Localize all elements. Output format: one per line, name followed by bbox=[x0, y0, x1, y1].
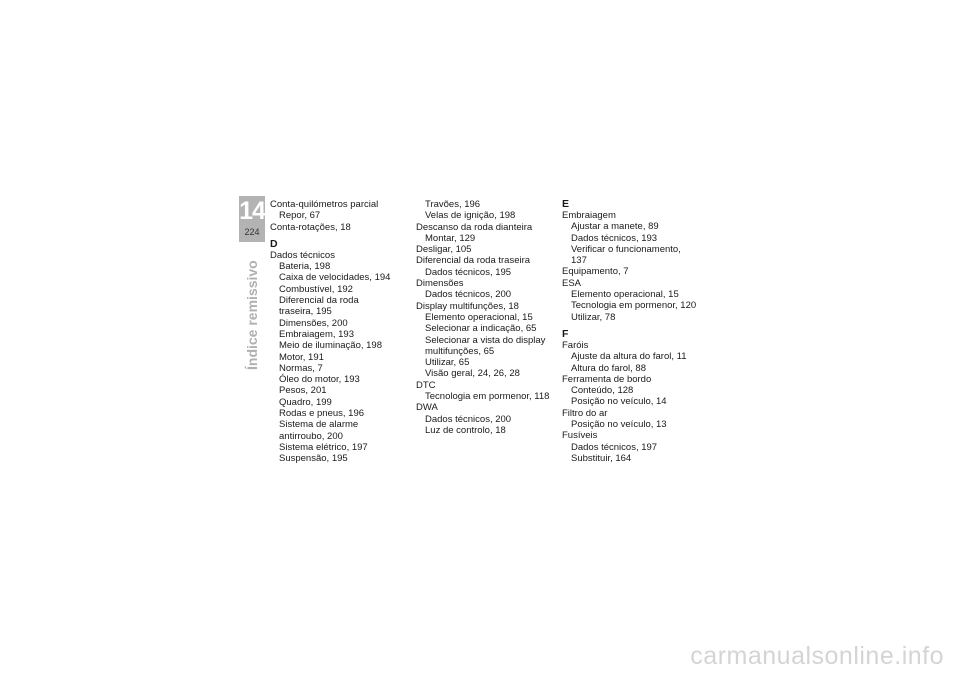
index-subentry: Tecnologia em pormenor, 120 bbox=[571, 300, 697, 312]
index-subentry-row bbox=[270, 419, 400, 430]
index-subentry-row bbox=[416, 335, 551, 346]
index-subentry-row bbox=[416, 210, 551, 221]
index-subentry-row bbox=[270, 261, 400, 272]
index-subentry: Tecnologia em pormenor, 118 bbox=[425, 391, 550, 403]
index-subentry-row bbox=[270, 318, 400, 329]
index-subentry: Montar, 129 bbox=[425, 232, 476, 244]
index-subentry: Dados técnicos, 197 bbox=[571, 441, 658, 453]
index-subentry: Óleo do motor, 193 bbox=[279, 374, 360, 386]
chapter-tab bbox=[239, 196, 265, 242]
index-subentry-row bbox=[562, 419, 697, 430]
index-subentry-row bbox=[270, 295, 400, 306]
index-subentry: Visão geral, 24, 26, 28 bbox=[425, 368, 520, 380]
index-entry: DWA bbox=[416, 402, 438, 414]
index-subentry: antirroubo, 200 bbox=[279, 430, 343, 442]
index-subentry-row bbox=[562, 453, 697, 464]
index-subentry: Meio de iluminação, 198 bbox=[279, 340, 382, 352]
side-title-wrap bbox=[244, 250, 264, 370]
index-subentry: Dimensões, 200 bbox=[279, 317, 348, 329]
index-subentry: Quadro, 199 bbox=[279, 396, 332, 408]
index-subentry-row bbox=[270, 385, 400, 396]
index-subentry: Caixa de velocidades, 194 bbox=[279, 272, 391, 284]
index-subentry-row bbox=[562, 385, 697, 396]
index-subentry-row bbox=[562, 289, 697, 300]
watermark: carmanualsonline.info bbox=[690, 642, 944, 670]
index-entry: Filtro do ar bbox=[562, 407, 608, 419]
index-subentry-row bbox=[270, 397, 400, 408]
index-entry: Embraiagem bbox=[562, 210, 616, 221]
index-entry: Fusíveis bbox=[562, 430, 598, 442]
index-subentry-row bbox=[562, 442, 697, 453]
index-subentry-row bbox=[416, 312, 551, 323]
index-subentry: Elemento operacional, 15 bbox=[571, 289, 679, 301]
index-entry: Diferencial da roda traseira bbox=[416, 255, 531, 267]
index-entry: Desligar, 105 bbox=[416, 244, 472, 256]
index-subentry: Dados técnicos, 200 bbox=[425, 289, 512, 301]
index-subentry-row bbox=[270, 363, 400, 374]
index-subentry: Diferencial da roda bbox=[279, 295, 359, 307]
index-subentry-row bbox=[270, 284, 400, 295]
index-subentry: Conteúdo, 128 bbox=[571, 385, 634, 397]
index-subentry-row bbox=[416, 414, 551, 425]
index-subentry: Repor, 67 bbox=[279, 210, 321, 222]
index-entry: DTC bbox=[416, 379, 436, 391]
index-subentry: Combustível, 192 bbox=[279, 283, 353, 295]
index-subentry-row bbox=[416, 267, 551, 278]
index-subentry: Elemento operacional, 15 bbox=[425, 311, 533, 323]
index-subentry-row bbox=[562, 300, 697, 311]
index-subentry-row bbox=[270, 272, 400, 283]
index-subentry-row bbox=[270, 306, 400, 317]
index-subentry: Posição no veículo, 14 bbox=[571, 396, 667, 408]
index-subentry: Travões, 196 bbox=[425, 199, 481, 210]
index-entry: Conta-rotações, 18 bbox=[270, 221, 351, 233]
index-subentry-row bbox=[416, 199, 551, 210]
index-subentry: Dados técnicos, 193 bbox=[571, 232, 658, 244]
index-subentry-row bbox=[562, 221, 697, 232]
index-subentry-row bbox=[562, 351, 697, 362]
index-subentry: Substituir, 164 bbox=[571, 452, 632, 464]
index-subentry-row bbox=[562, 363, 697, 374]
index-subentry-row bbox=[416, 368, 551, 379]
index-subentry: Altura do farol, 88 bbox=[571, 362, 646, 374]
index-subentry: Utilizar, 65 bbox=[425, 357, 470, 369]
index-subentry-row bbox=[270, 453, 400, 464]
index-subentry-row bbox=[416, 323, 551, 334]
index-subentry-row bbox=[270, 352, 400, 363]
index-subentry-row bbox=[270, 210, 400, 221]
index-subentry-row bbox=[416, 346, 551, 357]
index-letter-heading: D bbox=[270, 237, 278, 250]
index-subentry-row bbox=[416, 391, 551, 402]
index-subentry-row bbox=[416, 289, 551, 300]
index-letter-heading: F bbox=[562, 327, 569, 340]
index-subentry-row bbox=[562, 244, 697, 267]
index-subentry: Rodas e pneus, 196 bbox=[279, 408, 365, 420]
index-subentry-row bbox=[270, 408, 400, 419]
page-number: 224 bbox=[244, 227, 260, 237]
index-subentry: Motor, 191 bbox=[279, 351, 324, 363]
index-subentry: Utilizar, 78 bbox=[571, 311, 616, 323]
index-subentry: Luz de controlo, 18 bbox=[425, 424, 506, 436]
index-entry: Faróis bbox=[562, 339, 589, 351]
index-subentry-row bbox=[416, 425, 551, 436]
index-subentry-row bbox=[416, 357, 551, 368]
index-subentry: Sistema elétrico, 197 bbox=[279, 441, 368, 453]
index-subentry-row bbox=[270, 442, 400, 453]
index-entry: Dados técnicos bbox=[270, 249, 335, 261]
index-subentry: multifunções, 65 bbox=[425, 345, 495, 357]
index-column-1 bbox=[270, 199, 400, 465]
index-subentry-row bbox=[270, 340, 400, 351]
index-subentry: Selecionar a vista do display bbox=[425, 334, 546, 346]
index-subentry: traseira, 195 bbox=[279, 306, 332, 318]
index-subentry: Pesos, 201 bbox=[279, 385, 327, 397]
index-subentry: Verificar o funcionamento, 137 bbox=[571, 243, 681, 267]
index-letter-heading: E bbox=[562, 198, 570, 210]
index-subentry: Dados técnicos, 200 bbox=[425, 413, 512, 425]
index-subentry-row bbox=[416, 233, 551, 244]
index-subentry: Normas, 7 bbox=[279, 362, 323, 374]
index-subentry: Velas de ignição, 198 bbox=[425, 210, 516, 222]
index-entry: Dimensões bbox=[416, 278, 464, 290]
index-subentry-row bbox=[562, 312, 697, 323]
index-subentry-row bbox=[270, 374, 400, 385]
index-subentry: Posição no veículo, 13 bbox=[571, 419, 667, 431]
index-subentry: Ajuste da altura do farol, 11 bbox=[571, 351, 687, 363]
index-subentry-row bbox=[562, 233, 697, 244]
index-subentry-row bbox=[270, 431, 400, 442]
index-column-3 bbox=[562, 199, 697, 464]
index-entry: ESA bbox=[562, 277, 582, 289]
index-subentry: Dados técnicos, 195 bbox=[425, 266, 512, 278]
index-subentry: Embraiagem, 193 bbox=[279, 328, 354, 340]
index-entry: Equipamento, 7 bbox=[562, 266, 629, 278]
index-subentry-row bbox=[562, 396, 697, 407]
index-subentry: Ajustar a manete, 89 bbox=[571, 221, 659, 233]
side-title: Índice remissivo bbox=[244, 260, 260, 370]
index-column-2 bbox=[416, 199, 551, 436]
index-entry: Conta-quilómetros parcial bbox=[270, 199, 379, 210]
index-subentry: Sistema de alarme bbox=[279, 419, 359, 431]
index-entry: Display multifunções, 18 bbox=[416, 300, 519, 312]
index-subentry: Selecionar a indicação, 65 bbox=[425, 323, 537, 335]
index-entry: Descanso da roda dianteira bbox=[416, 221, 533, 233]
chapter-number: 14 bbox=[239, 197, 265, 225]
index-subentry: Bateria, 198 bbox=[279, 261, 331, 273]
index-subentry: Suspensão, 195 bbox=[279, 453, 348, 465]
index-subentry-row bbox=[270, 329, 400, 340]
index-entry: Ferramenta de bordo bbox=[562, 373, 652, 385]
